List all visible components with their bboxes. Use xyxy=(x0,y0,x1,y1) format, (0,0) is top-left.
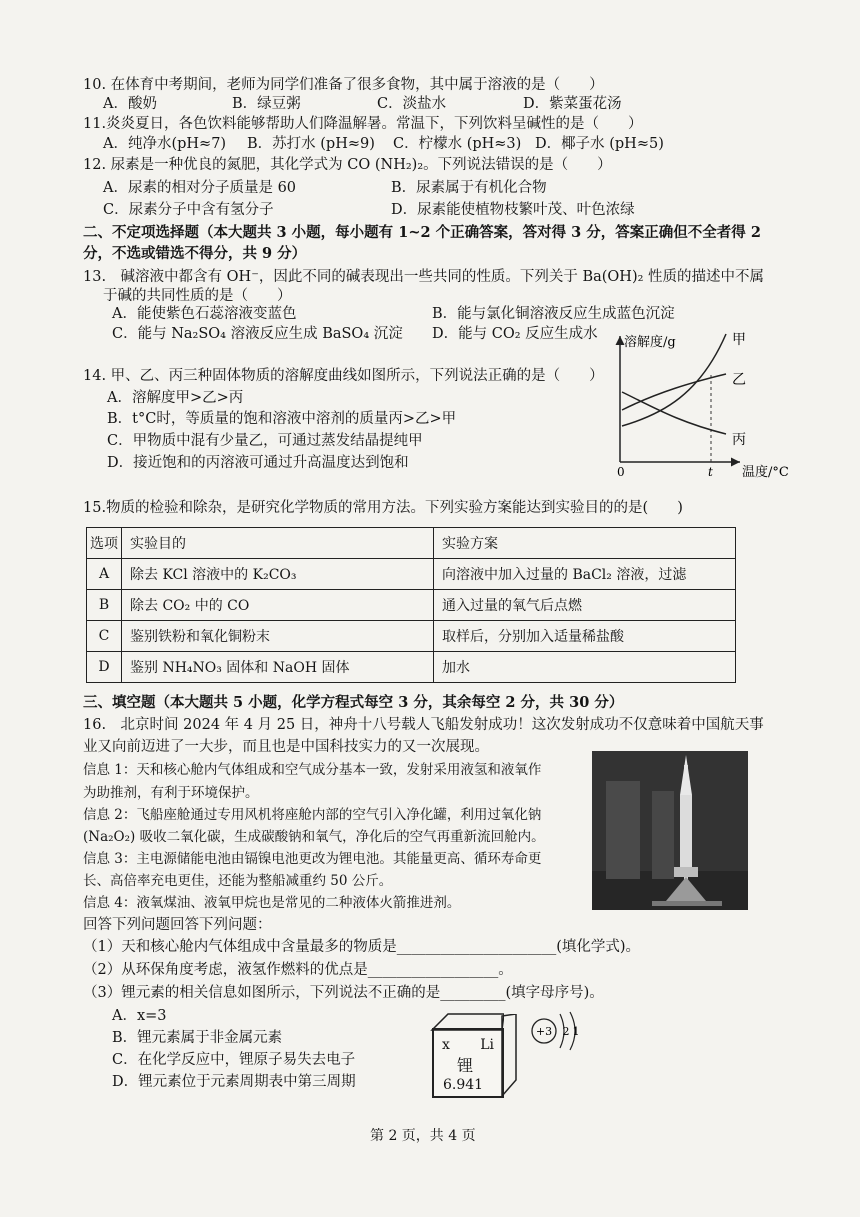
table-header-row xyxy=(87,528,736,559)
series-label-bing: 丙 xyxy=(732,432,746,448)
q12-option-a: A．尿素的相对分子质量是 60 xyxy=(103,180,297,196)
info2-line2: (Na₂O₂) 吸收二氧化碳，生成碳酸钠和氧气，净化后的空气再重新流回舱内。 xyxy=(83,829,545,845)
shell-2-electrons: 1 xyxy=(572,1025,580,1038)
table-header: 选项 xyxy=(87,528,122,559)
table-cell: D xyxy=(87,652,122,683)
series-label-yi: 乙 xyxy=(732,372,746,388)
q14-option-d: D．接近饱和的丙溶液可通过升高温度达到饱和 xyxy=(107,455,409,471)
q16-sub3: （3）锂元素的相关信息如图所示，下列说法不正确的是_________(填字母序号)。 xyxy=(83,985,604,1001)
q14-option-b: B．t°C时，等质量的饱和溶液中溶剂的质量丙>乙>甲 xyxy=(107,411,457,427)
q11-option-d: D．椰子水 (pH≈5) xyxy=(535,136,664,152)
q13-stem-line1: 13. 碱溶液中都含有 OH⁻，因此不同的碱表现出一些共同的性质。下列关于 Ba(OH)₂ 性质的描述中不属 xyxy=(83,269,765,285)
q16-intro-line2: 业又向前迈进了一大步，而且也是中国科技实力的又一次展现。 xyxy=(83,739,489,755)
table-header: 实验方案 xyxy=(434,528,736,559)
info4-line: 信息 4：液氧煤油、液氧甲烷也是常见的二种液体火箭推进剂。 xyxy=(83,895,461,911)
q16-option-b: B．锂元素属于非金属元素 xyxy=(112,1030,283,1046)
q10-option-c: C．淡盐水 xyxy=(377,96,447,112)
q13-option-d: D．能与 CO₂ 反应生成水 xyxy=(432,326,598,342)
q12-option-d: D．尿素能使植物枝繁叶茂、叶色浓绿 xyxy=(391,202,635,218)
q12-option-b: B．尿素属于有机化合物 xyxy=(391,180,547,196)
info2-line1: 信息 2：飞船座舱通过专用风机将座舱内部的空气引入净化罐，利用过氧化钠 xyxy=(83,807,542,823)
q14-option-c: C．甲物质中混有少量乙，可通过蒸发结晶提纯甲 xyxy=(107,433,423,449)
q11-stem: 11.炎炎夏日，各色饮料能够帮助人们降温解暑。常温下，下列饮料呈碱性的是（ ） xyxy=(83,116,643,132)
q13-option-c: C．能与 Na₂SO₄ 溶液反应生成 BaSO₄ 沉淀 xyxy=(112,326,403,342)
page-number: 第 2 页，共 4 页 xyxy=(370,1128,476,1144)
table-cell: 取样后，分别加入适量稀盐酸 xyxy=(434,621,736,652)
table-row xyxy=(87,559,736,590)
q16-option-c: C．在化学反应中，锂原子易失去电子 xyxy=(112,1052,356,1068)
section2-title-line2: 分，不选或错选不得分，共 9 分） xyxy=(83,245,307,262)
q16-intro-line1: 16. 北京时间 2024 年 4 月 25 日，神舟十八号载人飞船发射成功！这次发射成功不仅意味着中国航天事 xyxy=(83,717,764,733)
series-label-jia: 甲 xyxy=(732,332,746,348)
cell-3d-top xyxy=(430,1012,504,1032)
table-row xyxy=(87,590,736,621)
rocket-icon xyxy=(592,751,748,910)
lithium-atom-structure xyxy=(528,1008,588,1054)
q16-sub1: （1）天和核心舱内气体组成中含量最多的物质是______________________(填化学式)。 xyxy=(83,939,641,955)
q15-stem: 15.物质的检验和除杂，是研究化学物质的常用方法。下列实验方案能达到实验目的的是( ) xyxy=(83,500,683,516)
element-name: 锂 xyxy=(457,1056,474,1075)
table-cell: C xyxy=(87,621,122,652)
solubility-chart xyxy=(608,322,798,482)
section2-title-line1: 二、不定项选择题（本大题共 3 小题，每小题有 1~2 个正确答案，答对得 3 分，答案正确但不全者得 2 xyxy=(83,224,761,241)
info1-line1: 信息 1：天和核心舱内气体组成和空气成分基本一致，发射采用液氢和液氧作 xyxy=(83,762,542,778)
table-row xyxy=(87,652,736,683)
cell-3d-side xyxy=(500,1014,518,1098)
table-cell: 除去 KCl 溶液中的 K₂CO₃ xyxy=(122,559,434,590)
atomic-number: x xyxy=(442,1037,450,1053)
q13-stem-line2: 于碱的共同性质的是（ ） xyxy=(103,288,292,304)
table-cell: B xyxy=(87,590,122,621)
info3-line2: 长、高倍率充电更佳，还能为整船减重约 50 公斤。 xyxy=(83,873,393,889)
info1-line2: 为助推剂，有利于环境保护。 xyxy=(83,785,259,801)
q16-sub2: （2）从环保角度考虑，液氢作燃料的优点是__________________。 xyxy=(83,962,513,978)
atomic-mass: 6.941 xyxy=(443,1077,484,1093)
rocket-launch-photo xyxy=(592,751,748,910)
nucleus-charge: +3 xyxy=(535,1025,553,1038)
q12-option-c: C．尿素分子中含有氢分子 xyxy=(103,202,274,218)
q11-option-c: C．柠檬水 (pH≈3) xyxy=(393,136,522,152)
q10-option-a: A．酸奶 xyxy=(103,96,157,112)
q14-option-a: A．溶解度甲>乙>丙 xyxy=(107,390,244,406)
section3-title: 三、填空题（本大题共 5 小题，化学方程式每空 3 分，其余每空 2 分，共 30 分） xyxy=(83,694,624,711)
table-cell: 鉴别 NH₄NO₃ 固体和 NaOH 固体 xyxy=(122,652,434,683)
y-axis-label: 溶解度/g xyxy=(624,335,676,350)
q11-option-a: A．纯净水(pH≈7) xyxy=(103,136,227,152)
table-cell: 向溶液中加入过量的 BaCl₂ 溶液，过滤 xyxy=(434,559,736,590)
table-cell: 鉴别铁粉和氧化铜粉末 xyxy=(122,621,434,652)
curve-bing xyxy=(622,392,726,434)
q16-option-d: D．锂元素位于元素周期表中第三周期 xyxy=(112,1074,356,1090)
table-cell: 加水 xyxy=(434,652,736,683)
q10-stem: 10. 在体育中考期间，老师为同学们准备了很多食物，其中属于溶液的是（ ） xyxy=(83,77,604,93)
experiment-table xyxy=(86,527,736,683)
q11-option-b: B．苏打水 (pH≈9) xyxy=(247,136,375,152)
q10-option-d: D．紫菜蛋花汤 xyxy=(523,96,622,112)
x-tick-t: t xyxy=(708,465,713,479)
q10-option-b: B．绿豆粥 xyxy=(232,96,301,112)
table-cell: 通入过量的氧气后点燃 xyxy=(434,590,736,621)
table-row xyxy=(87,621,736,652)
table-cell: 除去 CO₂ 中的 CO xyxy=(122,590,434,621)
element-symbol: Li xyxy=(480,1037,494,1053)
table-header: 实验目的 xyxy=(122,528,434,559)
x-axis-label: 温度/°C xyxy=(742,465,789,480)
element-cell xyxy=(432,1028,504,1098)
table-cell: A xyxy=(87,559,122,590)
info3-line1: 信息 3：主电源储能电池由镉镍电池更改为锂电池。其能量更高、循环寿命更 xyxy=(83,851,542,867)
q16-prompt: 回答下列问题回答下列问题： xyxy=(83,917,272,933)
q14-stem: 14. 甲、乙、丙三种固体物质的溶解度曲线如图所示，下列说法正确的是（ ） xyxy=(83,368,604,384)
q12-stem: 12. 尿素是一种优良的氮肥，其化学式为 CO (NH₂)₂。下列说法错误的是（ ） xyxy=(83,157,612,173)
curve-yi xyxy=(622,374,726,410)
origin-label: 0 xyxy=(617,465,625,479)
shell-1-electrons: 2 xyxy=(562,1025,570,1038)
q16-option-a: A．x=3 xyxy=(112,1008,167,1024)
q13-option-b: B．能与氯化铜溶液反应生成蓝色沉淀 xyxy=(432,306,675,322)
q13-option-a: A．能使紫色石蕊溶液变蓝色 xyxy=(112,306,297,322)
